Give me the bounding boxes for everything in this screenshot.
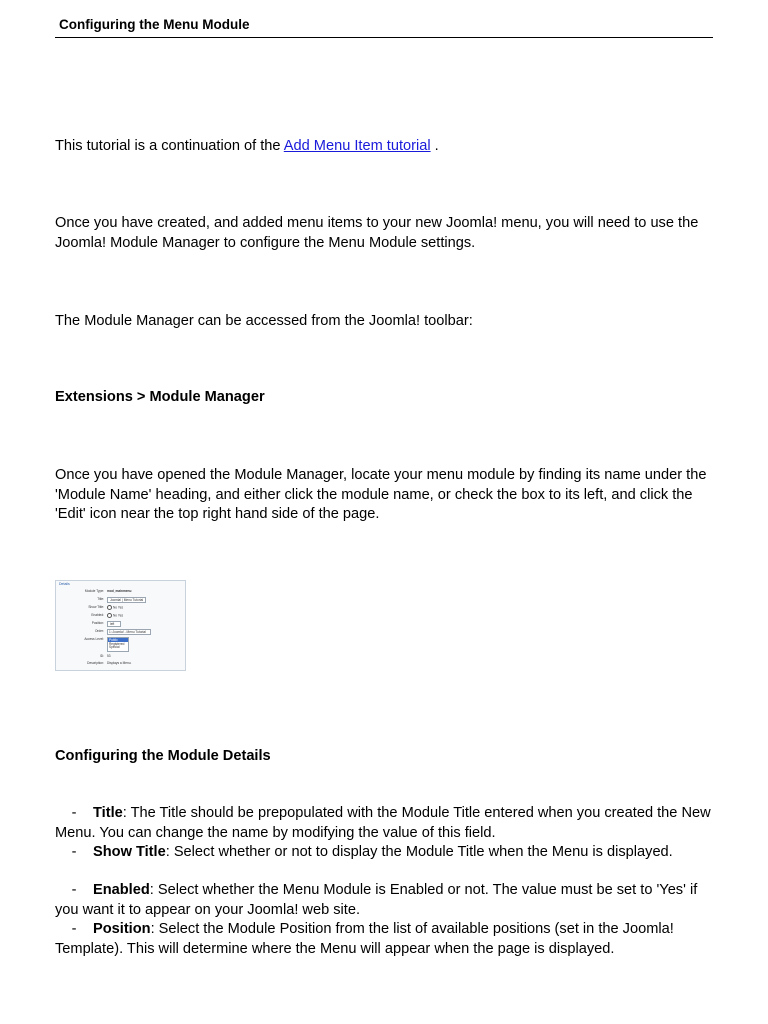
screenshot-option: Registered: [109, 641, 125, 646]
intro-paragraph: [55, 137, 720, 157]
screenshot-legend: Details: [59, 582, 70, 586]
list-term: Show Title: [93, 844, 166, 860]
screenshot-value: No Yes: [113, 613, 124, 618]
screenshot-label: Enabled:: [91, 613, 104, 617]
page-title: Configuring the Menu Module: [59, 17, 250, 32]
screenshot-row: [56, 605, 185, 611]
screenshot-label: Description:: [87, 661, 104, 665]
screenshot-label: Access Level:: [84, 637, 104, 641]
list-term: Title: [93, 805, 123, 821]
paragraph-toolbar: The Module Manager can be accessed from the Joomla! toolbar:: [55, 313, 473, 329]
screenshot-row: [56, 589, 185, 595]
intro-text: This tutorial is a continuation of the: [55, 138, 284, 154]
screenshot-row: [56, 613, 185, 619]
screenshot-option: Public: [108, 638, 128, 642]
list-text: : The Title should be prepopulated with the Module Title entered when you created the New Menu. You can change the name by modifying the value of this field.: [55, 805, 711, 841]
screenshot-radio-group: [107, 613, 123, 618]
screenshot-position-select: left: [107, 621, 121, 627]
screenshot-value: No Yes: [113, 605, 124, 610]
list-item: [55, 804, 720, 843]
screenshot-order-select: 1::Joomla! - Menu Tutorial: [107, 629, 151, 635]
page-header: [55, 16, 713, 38]
screenshot-row: [56, 629, 185, 635]
list-dash: -: [71, 882, 77, 898]
screenshot-option: Special: [109, 645, 120, 650]
screenshot-row: [56, 654, 185, 660]
list-text: : Select the Module Position from the list of available positions (set in the Joomla! Template). This will determine where the Menu will appear when the page is displayed.: [55, 921, 674, 957]
screenshot-row: [56, 621, 185, 627]
list-dash: -: [71, 844, 77, 860]
screenshot-value: 53: [107, 654, 111, 658]
list-term: Enabled: [93, 882, 150, 898]
paragraph-menu-items: Once you have created, and added menu items to your new Joomla! menu, you will need to use the Joomla! Module Manager to configure the Menu Module settings.: [55, 215, 699, 251]
screenshot-label: Position:: [91, 621, 104, 625]
screenshot-label: Module Type:: [84, 589, 104, 593]
list-term: Position: [93, 921, 151, 937]
list-item: [55, 920, 720, 959]
screenshot-label: Order:: [94, 629, 104, 633]
intro-end: .: [430, 138, 439, 154]
list-text: : Select whether or not to display the Module Title when the Menu is displayed.: [165, 844, 673, 860]
screenshot-label: Title:: [97, 597, 104, 601]
list-item: [55, 843, 720, 863]
screenshot-value: mod_mainmenu: [107, 589, 132, 593]
list-item: [55, 881, 720, 920]
screenshot-label: ID:: [99, 654, 104, 658]
radio-icon: [107, 605, 112, 610]
section-heading: Configuring the Module Details: [55, 748, 271, 764]
screenshot-radio-group: [107, 605, 123, 610]
radio-icon: [107, 613, 112, 618]
screenshot-access-list: [107, 637, 129, 652]
module-details-screenshot: [55, 580, 186, 671]
list-dash: -: [71, 921, 77, 937]
list-dash: -: [71, 805, 77, 821]
screenshot-row: [56, 597, 185, 603]
paragraph-locate-module: Once you have opened the Module Manager, locate your menu module by finding its name under the 'Module Name' heading, and either click the module name, or check the box to its left, and click the 'Edit' icon near the top right hand side of the page.: [55, 467, 707, 522]
add-menu-item-tutorial-link[interactable]: Add Menu Item tutorial: [283, 138, 431, 154]
screenshot-row: [56, 637, 185, 650]
screenshot-value: Displays a Menu.: [107, 661, 132, 665]
screenshot-row: [56, 661, 185, 667]
list-text: : Select whether the Menu Module is Enabled or not. The value must be set to 'Yes' if you want it to appear on your Joomla! web site.: [55, 882, 698, 918]
screenshot-title-field: Joomla! | Menu Tutorial: [107, 597, 146, 603]
screenshot-label: Show Title:: [88, 605, 104, 609]
path-heading: Extensions > Module Manager: [55, 389, 265, 405]
